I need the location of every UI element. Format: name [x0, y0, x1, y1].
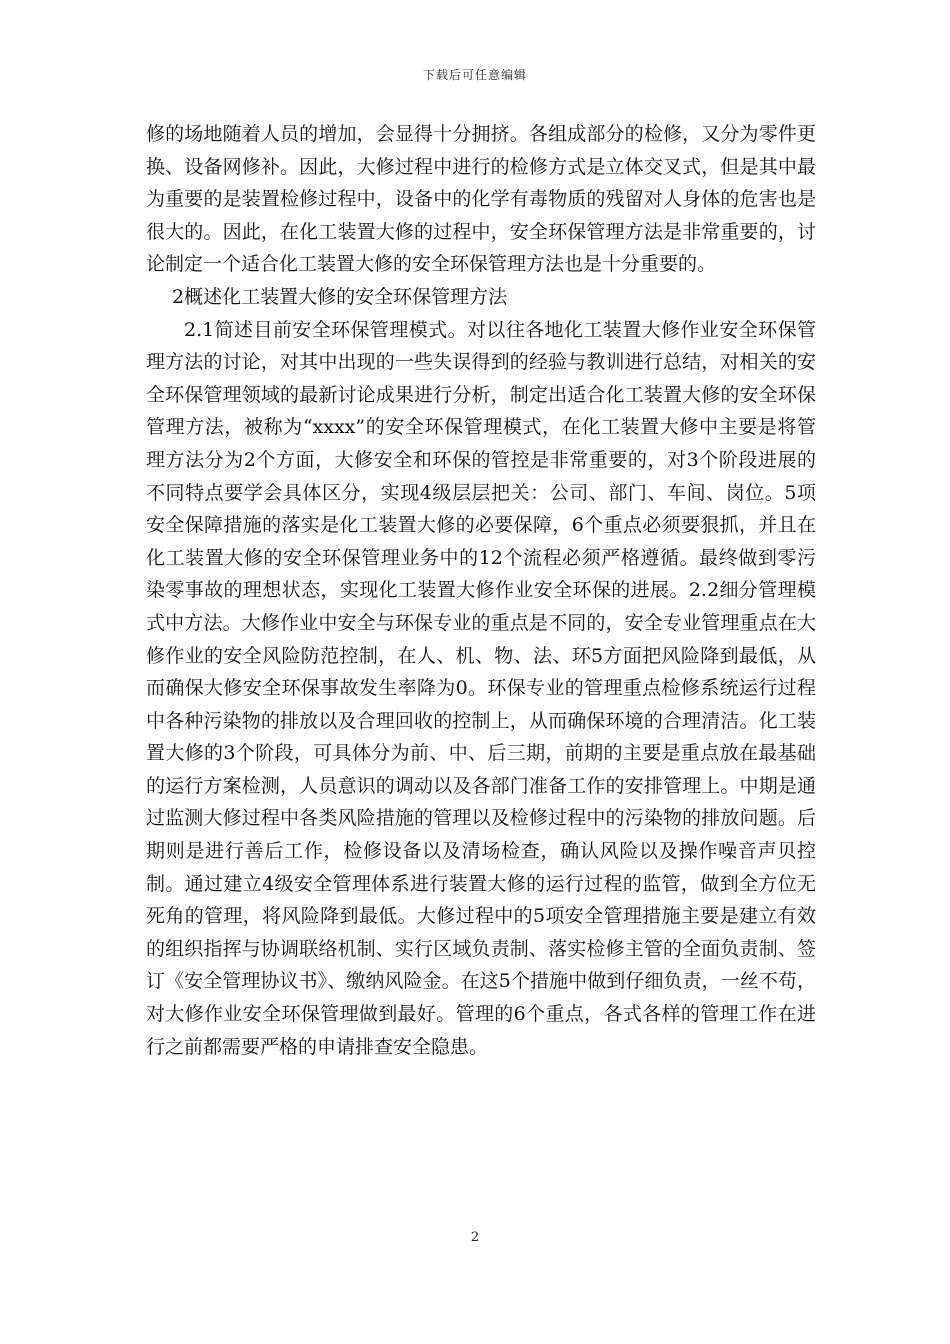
- paragraph-section-2-1: 2.1简述目前安全环保管理模式。对以往各地化工装置大修作业安全环保管理方法的讨论，对其中出现的一些失误得到的经验与教训进行总结，对相关的安全环保管理领域的最新讨论成果进行分析，制定出适合化工装置大修的安全环保管理方法，被称为“xxxx”的安全环保管理模式，在化工装置大修中主要是将管理方法分为2个方面，大修安全和环保的管控是非常重要的，对3个阶段进展的不同特点要学会具体区分，实现4级层层把关：公司、部门、车间、岗位。5项安全保障措施的落实是化工装置大修的必要保障，6个重点必须要狠抓，并且在化工装置大修的安全环保管理业务中的12个流程必须严格遵循。最终做到零污染零事故的理想状态，实现化工装置大修作业安全环保的进展。2.2细分管理模式中方法。大修作业中安全与环保专业的重点是不同的，安全专业管理重点在大修作业的安全风险防范控制，在人、机、物、法、环5方面把风险降到最低，从而确保大修安全环保事故发生率降为0。环保专业的管理重点检修系统运行过程中各种污染物的排放以及合理回收的控制上，从而确保环境的合理清洁。化工装置大修的3个阶段，可具体分为前、中、后三期，前期的主要是重点放在最基础的运行方案检测，人员意识的调动以及各部门准备工作的安排管理上。中期是通过监测大修过程中各类风险措施的管理以及检修过程中的污染物的排放问题。后期则是进行善后工作，检修设备以及清场检查，确认风险以及操作噪音声贝控制。通过建立4级安全管理体系进行装置大修的运行过程的监管，做到全方位无死角的管理，将风险降到最低。大修过程中的5项安全管理措施主要是建立有效的组织指挥与协调联络机制、实行区域负责制、落实检修主管的全面负责制、签订《安全管理协议书》、缴纳风险金。在这5个措施中做到仔细负责，一丝不苟，对大修作业安全环保管理做到最好。管理的6个重点，各式各样的管理工作在进行之前都需要严格的申请排查安全隐患。: [146, 318, 816, 1058]
- document-body: [146, 118, 816, 1063]
- page-number: 2: [470, 1230, 480, 1245]
- page-header: 下载后可任意编辑: [422, 68, 527, 82]
- paragraph-continuation: 修的场地随着人员的增加，会显得十分拥挤。各组成部分的检修，又分为零件更换、设备网修补。因此，大修过程中进行的检修方式是立体交叉式，但是其中最为重要的是装置检修过程中，设备中的化学有毒物质的残留对人身体的危害也是很大的。因此，在化工装置大修的过程中，安全环保管理方法是非常重要的，讨论制定一个适合化工装置大修的安全环保管理方法也是十分重要的。: [146, 123, 816, 276]
- section-heading: 2概述化工装置大修的安全环保管理方法: [172, 285, 508, 308]
